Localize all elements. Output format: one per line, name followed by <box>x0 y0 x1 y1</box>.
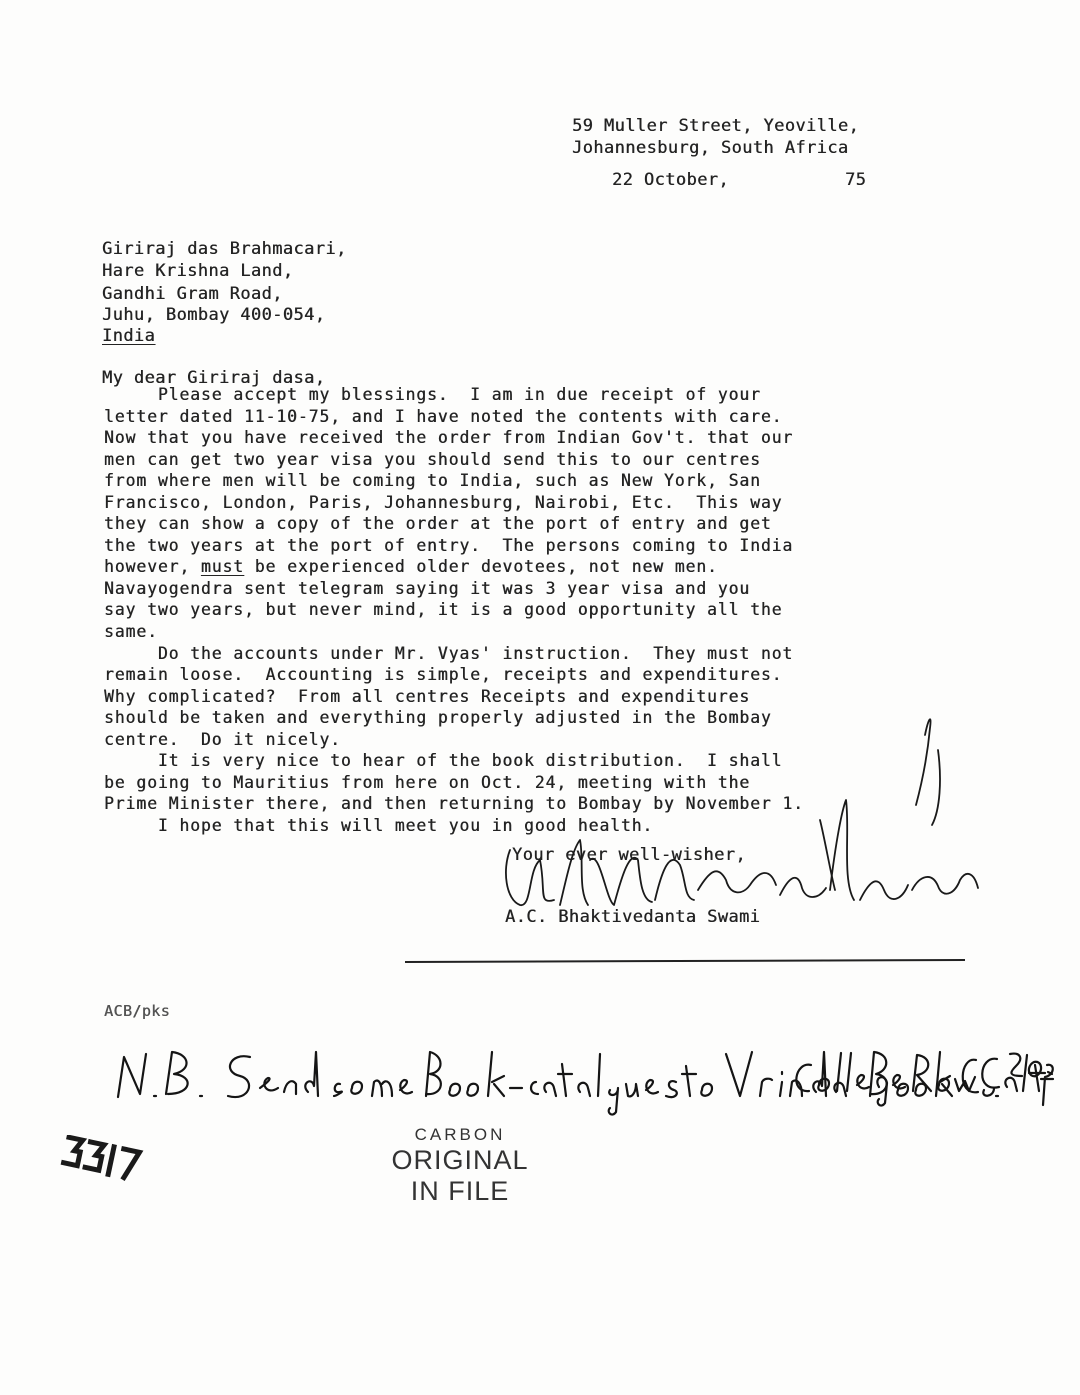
body-line: same. <box>104 622 158 642</box>
recipient-country: India <box>102 326 156 346</box>
recipient-name: Giriraj das Brahmacari, <box>102 239 347 259</box>
body-line: they can show a copy of the order at the port of entry and get <box>104 514 772 534</box>
closing: Your ever well-wisher, <box>512 845 746 865</box>
letter-year: 75 <box>845 170 867 190</box>
body-line: centre. Do it nicely. <box>104 729 341 749</box>
sender-address-line-1: 59 Muller Street, Yeoville, <box>572 116 860 136</box>
salutation: My dear Giriraj dasa, <box>102 368 326 388</box>
body-line: Now that you have received the order from Indian Gov't. that our <box>104 428 794 448</box>
signer-name: A.C. Bhaktivedanta Swami <box>505 907 761 927</box>
emphasis-must: must <box>200 557 244 577</box>
body-line: Navayogendra sent telegram saying it was 3 year visa and you <box>104 578 751 598</box>
stamp-line: ORIGINAL <box>391 1145 529 1175</box>
body-line: Prime Minister there, and then returning to Bombay by November 1. <box>104 794 804 814</box>
body-line: Do the accounts under Mr. Vyas' instruction. They must not <box>104 643 794 663</box>
body-line: men can get two year visa you should send this to our centres <box>104 449 761 469</box>
body-line: the two years at the port of entry. The persons coming to India <box>104 535 794 555</box>
file-number-stamp <box>58 1135 148 1195</box>
body-line: should be taken and everything properly adjusted in the Bombay <box>104 708 772 728</box>
body-line: Francisco, London, Paris, Johannesburg, Nairobi, Etc. This way <box>104 492 783 512</box>
stamp-line: IN FILE <box>410 1176 510 1206</box>
body-line: say two years, but never mind, it is a good opportunity all the <box>104 600 783 620</box>
stamp-line: CARBON <box>414 1125 506 1144</box>
body-line: be going to Mauritius from here on Oct. 24, meeting with the <box>104 772 751 792</box>
recipient-address-line: Gandhi Gram Road, <box>102 284 283 304</box>
handwritten-signature <box>480 700 1000 940</box>
body-line-start: however, <box>104 557 201 577</box>
body-line: remain loose. Accounting is simple, receipts and expenditures. <box>104 665 783 685</box>
body-line <box>104 556 964 578</box>
recipient-address-line: Juhu, Bombay 400-054, <box>102 305 326 325</box>
body-line: from where men will be coming to India, such as New York, San <box>104 471 761 491</box>
recipient-address-line: Hare Krishna Land, <box>102 261 294 281</box>
body-line-end: be experienced older devotees, not new men. <box>244 557 718 577</box>
letter-date: 22 October, <box>612 170 729 190</box>
body-line: letter dated 11-10-75, and I have noted the contents with care. <box>104 406 783 426</box>
body-line: Please accept my blessings. I am in due receipt of your <box>104 385 761 404</box>
body-line: It is very nice to hear of the book distribution. I shall <box>104 751 783 771</box>
body-line: Why complicated? From all centres Receipts and expenditures <box>104 686 751 706</box>
sender-address-line-2: Johannesburg, South Africa <box>572 138 849 158</box>
handwritten-note-continuation <box>785 1045 1055 1115</box>
carbon-original-stamp <box>380 1125 540 1207</box>
body-line: I hope that this will meet you in good health. <box>104 815 654 835</box>
signature-line <box>405 956 965 972</box>
reference-initials: ACB/pks <box>104 1002 171 1020</box>
